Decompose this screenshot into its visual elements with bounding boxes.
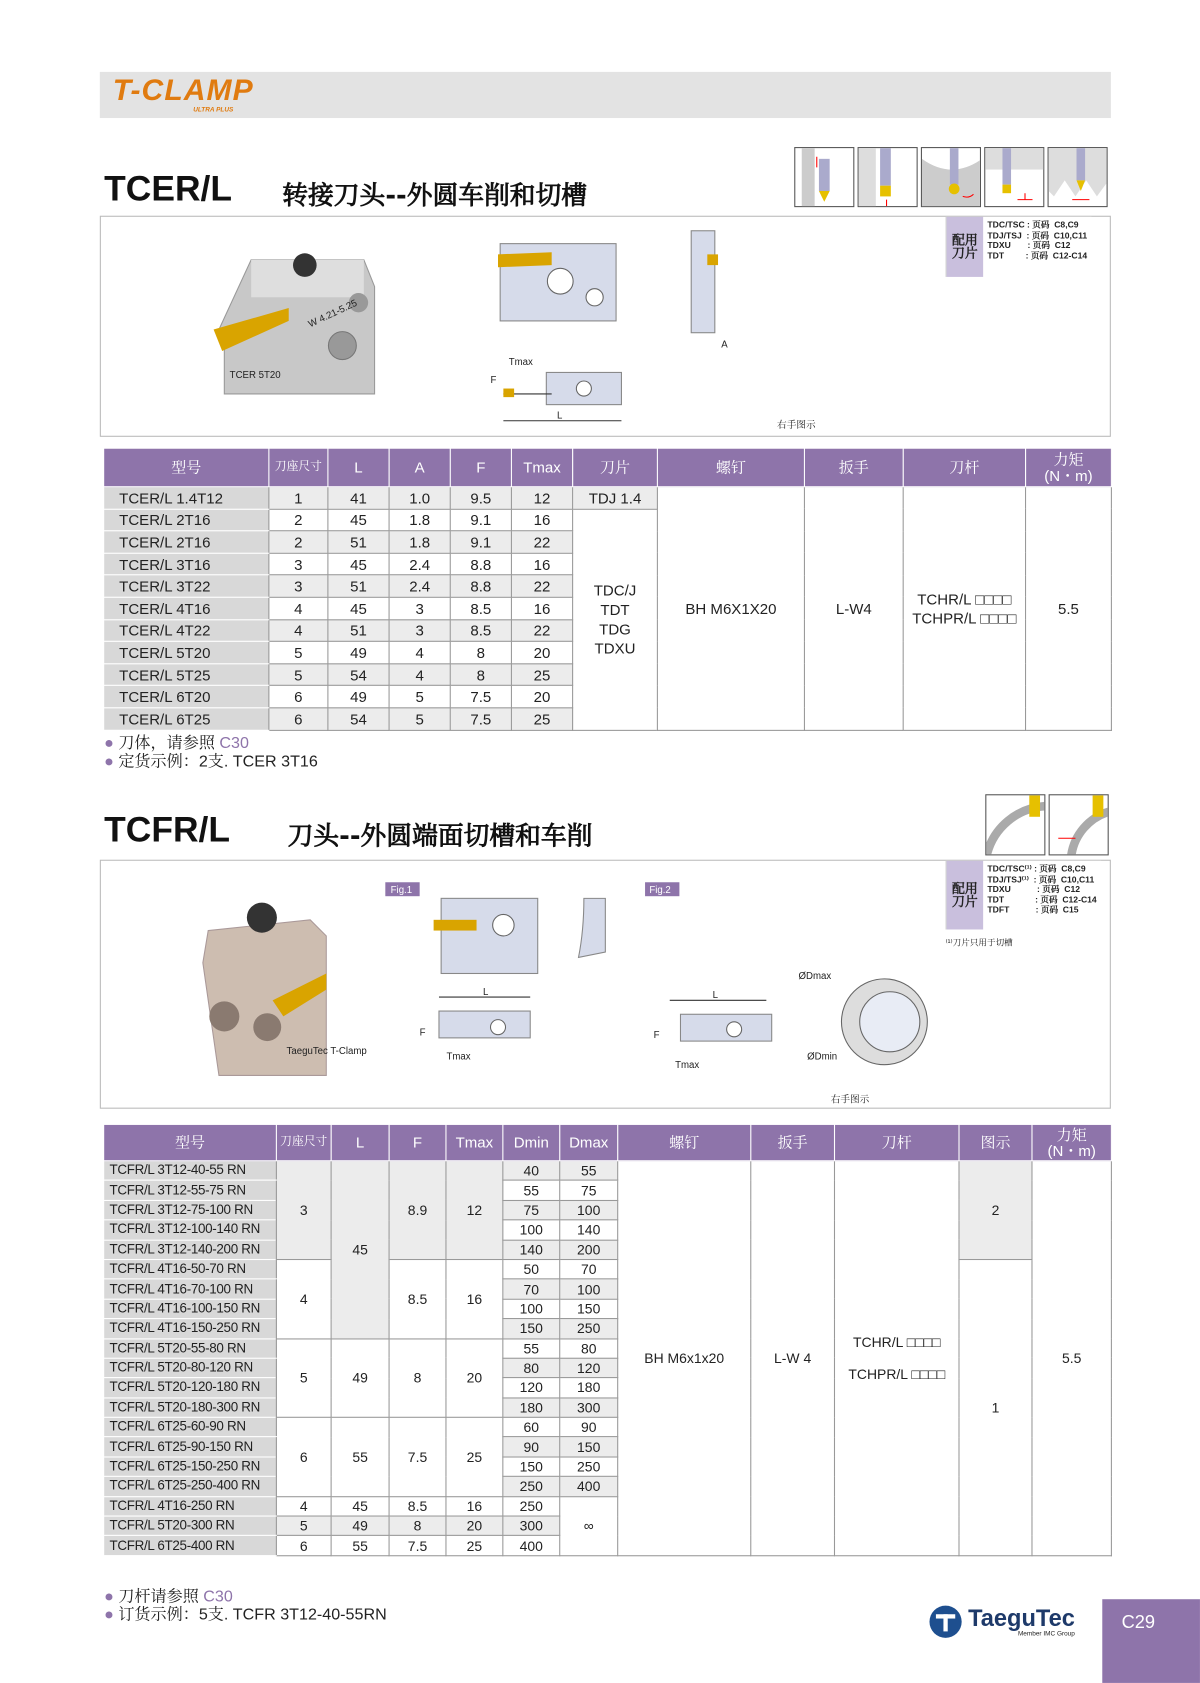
value-cell: 49 (331, 1338, 389, 1417)
tcer-tool-photo (203, 244, 385, 416)
value-cell: 70 (560, 1259, 618, 1279)
model-cell: TCFR/L 4T16-250 RN (104, 1496, 277, 1516)
taegutec-emblem-icon (928, 1605, 962, 1639)
value-cell: 55 (331, 1536, 389, 1556)
column-header: A (389, 448, 450, 487)
column-header: Dmin (503, 1124, 560, 1160)
section1-subtitle: 转接刀头--外圆车削和切槽 (282, 180, 588, 211)
value-cell: 150 (560, 1437, 618, 1457)
product-image-panel-2 (100, 860, 1111, 1109)
value-cell: 22 (511, 575, 572, 597)
value-cell: 16 (446, 1259, 503, 1338)
value-cell: 180 (503, 1398, 560, 1418)
value-cell: 4 (276, 1496, 331, 1516)
model-cell: TCFR/L 4T16-70-100 RN (104, 1279, 277, 1299)
value-cell: 400 (560, 1477, 618, 1497)
model-cell: TCER/L 4T16 (104, 597, 269, 619)
value-cell: BH M6x1x20 (618, 1161, 751, 1556)
value-cell: 5 (276, 1338, 331, 1417)
compatible-inserts-box (946, 217, 1092, 277)
value-cell: 400 (503, 1536, 560, 1556)
value-cell: 150 (560, 1299, 618, 1319)
value-cell: TCHR/L □□□□ TCHPR/L □□□□ (903, 487, 1025, 730)
value-cell: 140 (560, 1220, 618, 1240)
column-header: 刀杆 (834, 1124, 959, 1160)
value-cell: 100 (560, 1200, 618, 1220)
value-cell: TDJ 1.4 (573, 487, 658, 509)
model-cell: TCER/L 3T22 (104, 575, 269, 597)
axial-turning-icon (794, 147, 854, 207)
model-cell: TCFR/L 4T16-150-250 RN (104, 1319, 277, 1339)
column-header: F (450, 448, 511, 487)
value-cell: 20 (511, 641, 572, 663)
value-cell: 25 (446, 1417, 503, 1496)
fig2-label: Fig.2 (649, 884, 671, 896)
value-cell: 55 (560, 1161, 618, 1181)
model-cell: TCER/L 2T16 (104, 531, 269, 553)
value-cell: 180 (560, 1378, 618, 1398)
section2-code: TCFR/L (104, 809, 231, 849)
value-cell: 12 (511, 487, 572, 509)
value-cell: 80 (560, 1338, 618, 1358)
value-cell: 49 (328, 686, 389, 708)
dim-l: L (557, 410, 563, 422)
value-cell: 250 (503, 1496, 560, 1516)
model-cell: TCFR/L 4T16-50-70 RN (104, 1259, 277, 1279)
dim-f-fig2: F (653, 1029, 660, 1041)
value-cell: 1 (269, 487, 328, 509)
column-header: 刀座尺寸 (276, 1124, 331, 1160)
model-cell: TCER/L 5T20 (104, 641, 269, 663)
model-cell: TCER/L 4T22 (104, 619, 269, 641)
value-cell: 2 (269, 531, 328, 553)
value-cell: 45 (328, 597, 389, 619)
value-cell: 1.8 (389, 509, 450, 531)
model-cell: TCFR/L 6T25-250-400 RN (104, 1477, 277, 1497)
value-cell: 8 (450, 664, 511, 686)
model-cell: TCFR/L 4T16-100-150 RN (104, 1299, 277, 1319)
value-cell: 5 (389, 708, 450, 730)
column-header: 扳手 (751, 1124, 835, 1160)
note-item: ● 刀杆请参照 C30 (104, 1587, 233, 1606)
insert-label-2: 配用 刀片 (947, 861, 983, 930)
model-cell: TCER/L 5T25 (104, 664, 269, 686)
dim-f-fig1: F (419, 1027, 426, 1039)
compatible-inserts-box-2 (946, 861, 1101, 930)
value-cell: 49 (331, 1516, 389, 1536)
value-cell: 20 (446, 1516, 503, 1536)
model-cell: TCFR/L 5T20-180-300 RN (104, 1398, 277, 1418)
column-header: 刀杆 (903, 448, 1025, 487)
insert-lines: TDC/TSC : 页码 C8,C9 TDJ/TSJ : 页码 C10,C11 TDXU : 页码 C12 TDT : 页码 C12-C14 (987, 220, 1088, 261)
value-cell: 8.8 (450, 553, 511, 575)
value-cell: 70 (503, 1279, 560, 1299)
product-image-panel (100, 216, 1111, 437)
value-cell: 45 (328, 509, 389, 531)
model-cell: TCFR/L 3T12-140-200 RN (104, 1240, 277, 1260)
brand-sub: Member IMC Group (1017, 1630, 1075, 1638)
value-cell: 5 (389, 686, 450, 708)
dim-tmax-fig1: Tmax (446, 1051, 471, 1063)
profiling-icon (921, 147, 981, 207)
dim-l-fig1: L (482, 986, 489, 998)
column-header: Tmax (446, 1124, 503, 1160)
model-cell: TCFR/L 5T20-300 RN (104, 1516, 277, 1536)
value-cell: 150 (503, 1319, 560, 1339)
model-cell: TCER/L 6T20 (104, 686, 269, 708)
model-cell: TCER/L 6T25 (104, 708, 269, 730)
face-turning-icon (1049, 794, 1109, 855)
operation-icons (794, 147, 1107, 207)
value-cell: 51 (328, 575, 389, 597)
column-header: 力矩 (N・m) (1026, 448, 1112, 487)
value-cell: 300 (503, 1516, 560, 1536)
value-cell: 300 (560, 1398, 618, 1418)
value-cell: 8.9 (389, 1161, 446, 1260)
model-cell: TCFR/L 5T20-120-180 RN (104, 1378, 277, 1398)
value-cell: TDC/J TDT TDG TDXU (573, 509, 658, 730)
value-cell: 50 (503, 1259, 560, 1279)
column-header: 图示 (959, 1124, 1032, 1160)
dim-tmax-fig2: Tmax (675, 1059, 700, 1071)
model-cell: TCFR/L 6T25-90-150 RN (104, 1437, 277, 1457)
table-row (104, 1259, 1112, 1279)
value-cell: 3 (389, 619, 450, 641)
value-cell: 150 (503, 1457, 560, 1477)
section2-subtitle: 刀头--外圆端面切槽和车削 (287, 821, 593, 852)
value-cell: 45 (328, 553, 389, 575)
grooving-turning-icon (984, 147, 1044, 207)
value-cell: 6 (276, 1536, 331, 1556)
value-cell: 2 (959, 1161, 1032, 1260)
value-cell: 3 (269, 553, 328, 575)
value-cell: 250 (503, 1477, 560, 1497)
column-header: 刀座尺寸 (269, 448, 328, 487)
value-cell: 8.5 (450, 619, 511, 641)
model-cell: TCFR/L 3T12-55-75 RN (104, 1181, 277, 1201)
page-number: C29 (1102, 1599, 1200, 1683)
table-row (104, 1161, 1112, 1181)
value-cell: 55 (331, 1417, 389, 1496)
value-cell: 100 (503, 1220, 560, 1240)
value-cell: 3 (276, 1161, 331, 1260)
value-cell: TCHR/L □□□□ TCHPR/L □□□□ (834, 1161, 959, 1556)
value-cell: 16 (511, 597, 572, 619)
value-cell: 22 (511, 619, 572, 641)
column-header: F (389, 1124, 446, 1160)
value-cell: 7.5 (450, 686, 511, 708)
value-cell: 45 (331, 1496, 389, 1516)
value-cell: 5.5 (1026, 487, 1112, 730)
tcer-spec-table (103, 448, 1112, 731)
value-cell: 45 (331, 1161, 389, 1339)
value-cell: 40 (503, 1161, 560, 1181)
model-cell: TCER/L 2T16 (104, 509, 269, 531)
value-cell: 4 (269, 619, 328, 641)
column-header: 扳手 (804, 448, 903, 487)
value-cell: 5 (269, 664, 328, 686)
value-cell: 5 (269, 641, 328, 663)
value-cell: 250 (560, 1319, 618, 1339)
value-cell: 2.4 (389, 575, 450, 597)
column-header: L (328, 448, 389, 487)
tcfr-tool-photo (192, 898, 374, 1080)
value-cell: 2 (269, 509, 328, 531)
taegutec-logo (928, 1605, 1074, 1639)
value-cell: 7.5 (389, 1417, 446, 1496)
threading-icon (1048, 147, 1108, 207)
value-cell: 51 (328, 619, 389, 641)
value-cell: 8 (389, 1338, 446, 1417)
value-cell: 90 (560, 1417, 618, 1437)
value-cell: 200 (560, 1240, 618, 1260)
section1-notes (104, 734, 318, 770)
insert-label: 配用 刀片 (947, 217, 983, 277)
value-cell: 80 (503, 1358, 560, 1378)
value-cell: 7.5 (450, 708, 511, 730)
t-clamp-logo: T-CLAMP ULTRA PLUS (112, 72, 254, 114)
section2-notes (104, 1587, 387, 1623)
value-cell: 9.5 (450, 487, 511, 509)
value-cell: 100 (560, 1279, 618, 1299)
model-cell: TCFR/L 3T12-75-100 RN (104, 1200, 277, 1220)
value-cell: 5 (276, 1516, 331, 1536)
value-cell: 41 (328, 487, 389, 509)
model-cell: TCFR/L 6T25-60-90 RN (104, 1417, 277, 1437)
value-cell: 22 (511, 531, 572, 553)
value-cell: 12 (446, 1161, 503, 1260)
dim-a: A (721, 339, 728, 351)
value-cell: 20 (511, 686, 572, 708)
value-cell: 4 (389, 641, 450, 663)
value-cell: 54 (328, 664, 389, 686)
value-cell: 120 (560, 1358, 618, 1378)
value-cell: L-W 4 (751, 1161, 835, 1556)
value-cell: 250 (560, 1457, 618, 1477)
value-cell: 54 (328, 708, 389, 730)
operation-icons-2 (985, 794, 1108, 855)
dim-dmin: ØDmin (807, 1051, 838, 1063)
value-cell: 100 (503, 1299, 560, 1319)
value-cell: L-W4 (804, 487, 903, 730)
column-header: L (331, 1124, 389, 1160)
value-cell: 25 (511, 664, 572, 686)
tool-marking-2: TaeguTec T-Clamp (286, 1045, 367, 1057)
value-cell: BH M6X1X20 (657, 487, 804, 730)
value-cell: 16 (446, 1496, 503, 1516)
value-cell: 49 (328, 641, 389, 663)
value-cell: 6 (276, 1417, 331, 1496)
value-cell: 3 (389, 597, 450, 619)
value-cell: 75 (560, 1181, 618, 1201)
model-cell: TCFR/L 5T20-55-80 RN (104, 1338, 277, 1358)
dim-dmax: ØDmax (798, 970, 832, 982)
dim-l-fig2: L (712, 990, 719, 1002)
value-cell: 1.8 (389, 531, 450, 553)
value-cell: 8.5 (389, 1496, 446, 1516)
value-cell: 2.4 (389, 553, 450, 575)
value-cell: 3 (269, 575, 328, 597)
insert-footnote: ⁽¹⁾刀片只用于切槽 (945, 938, 1013, 948)
value-cell: 20 (446, 1338, 503, 1417)
value-cell: 1.0 (389, 487, 450, 509)
value-cell: 120 (503, 1378, 560, 1398)
value-cell: 140 (503, 1240, 560, 1260)
tcer-technical-drawing (487, 222, 916, 431)
value-cell: 51 (328, 531, 389, 553)
fig1-label: Fig.1 (390, 884, 413, 896)
note-item: ● 定货示例：2支. TCER 3T16 (104, 752, 318, 771)
value-cell: 8 (450, 641, 511, 663)
value-cell: 1 (959, 1259, 1032, 1555)
value-cell: 25 (511, 708, 572, 730)
section1-code: TCER/L (104, 168, 233, 209)
tool-marking: TCER 5T20 (229, 369, 281, 381)
column-header: Tmax (511, 448, 572, 487)
value-cell: 6 (269, 686, 328, 708)
value-cell: ∞ (560, 1496, 618, 1555)
tcfr-technical-drawing (380, 877, 938, 1108)
insert-lines-2: TDC/TSC⁽¹⁾ : 页码 C8,C9 TDJ/TSJ⁽¹⁾ : 页码 C10,C11 TDXU : 页码 C12 TDT : 页码 C12-C14 TDFT : 页码 C15 (987, 864, 1097, 915)
value-cell: 7.5 (389, 1536, 446, 1556)
model-cell: TCFR/L 3T12-40-55 RN (104, 1161, 277, 1181)
value-cell: 8.8 (450, 575, 511, 597)
value-cell: 25 (446, 1536, 503, 1556)
value-cell: 4 (389, 664, 450, 686)
table-row (104, 487, 1112, 509)
value-cell: 5.5 (1032, 1161, 1111, 1556)
diagram-caption-2: 右手图示 (830, 1094, 870, 1106)
model-cell: TCFR/L 5T20-80-120 RN (104, 1358, 277, 1378)
column-header: 螺钉 (618, 1124, 751, 1160)
model-cell: TCFR/L 6T25-400 RN (104, 1536, 277, 1556)
column-header: 螺钉 (657, 448, 804, 487)
value-cell: 75 (503, 1200, 560, 1220)
value-cell: 4 (269, 597, 328, 619)
tcfr-spec-table (103, 1124, 1112, 1556)
value-cell: 8.5 (450, 597, 511, 619)
model-cell: TCER/L 1.4T12 (104, 487, 269, 509)
value-cell: 9.1 (450, 509, 511, 531)
value-cell: 8 (389, 1516, 446, 1536)
dim-f: F (490, 375, 497, 387)
value-cell: 16 (511, 509, 572, 531)
tool-width-marking: W 4.21-5.25 (306, 297, 360, 331)
column-header: Dmax (560, 1124, 618, 1160)
column-header: 型号 (104, 448, 269, 487)
value-cell: 60 (503, 1417, 560, 1437)
value-cell: 90 (503, 1437, 560, 1457)
value-cell: 16 (511, 553, 572, 575)
value-cell: 55 (503, 1181, 560, 1201)
face-grooving-icon (985, 794, 1045, 855)
column-header: 力矩 (N・m) (1032, 1124, 1111, 1160)
diagram-caption: 右手图示 (777, 420, 816, 432)
note-item: ● 订货示例：5支. TCFR 3T12-40-55RN (104, 1605, 387, 1624)
model-cell: TCFR/L 6T25-150-250 RN (104, 1457, 277, 1477)
value-cell: 4 (276, 1259, 331, 1338)
model-cell: TCFR/L 3T12-100-140 RN (104, 1220, 277, 1240)
brand-name: TaeguTec (968, 1604, 1075, 1631)
value-cell: 8.5 (389, 1259, 446, 1338)
column-header: 型号 (104, 1124, 277, 1160)
value-cell: 9.1 (450, 531, 511, 553)
grooving-icon (858, 147, 918, 207)
value-cell: 55 (503, 1338, 560, 1358)
model-cell: TCER/L 3T16 (104, 553, 269, 575)
note-item: ● 刀体，请参照 C30 (104, 734, 249, 753)
dim-tmax: Tmax (508, 356, 533, 368)
column-header: 刀片 (573, 448, 658, 487)
value-cell: 6 (269, 708, 328, 730)
